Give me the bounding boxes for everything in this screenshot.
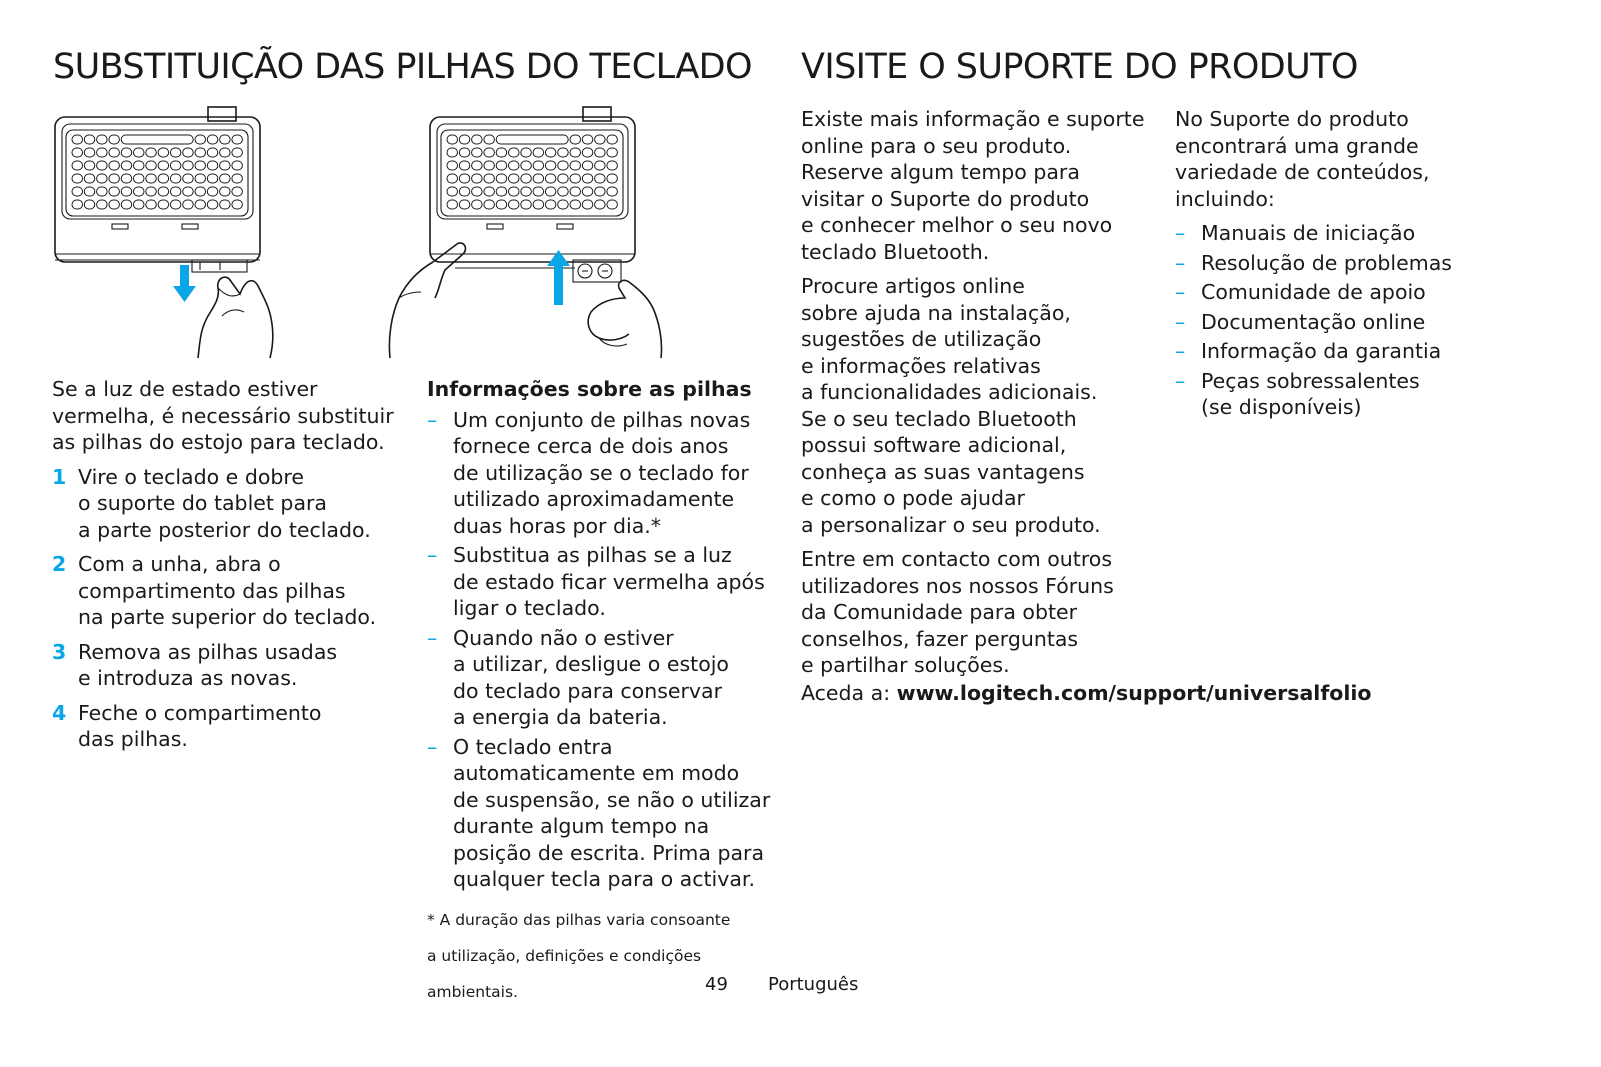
support-paragraph-line: utilizadores nos nossos Fóruns — [801, 573, 1114, 598]
keyboard-key-icon — [84, 174, 95, 183]
visit-label: Aceda a: — [801, 681, 897, 705]
support-item-line: (se disponíveis) — [1201, 395, 1362, 419]
footnote-line: * A duração das pilhas varia consoante — [427, 910, 731, 929]
keyboard-key-icon — [146, 174, 157, 183]
keyboard-key-icon — [447, 135, 458, 144]
keyboard-key-icon — [183, 148, 194, 157]
step-text-line: na parte superior do teclado. — [78, 605, 377, 629]
keyboard-key-icon — [232, 200, 243, 209]
support-paragraph-line: Reserve algum tempo para — [801, 160, 1080, 184]
footnote-line: ambientais. — [427, 982, 518, 1001]
support-paragraph-line: da Comunidade para obter — [801, 600, 1078, 624]
keyboard-key-icon — [570, 161, 581, 170]
intro-line: vermelha, é necessário substituir — [52, 403, 394, 428]
keyboard-key-icon — [170, 187, 181, 196]
keyboard-key-icon — [472, 135, 483, 144]
battery-info-item-line: durante algum tempo na — [453, 814, 710, 838]
support-paragraph-line: sugestões de utilização — [801, 327, 1042, 351]
arrow-up-icon — [547, 250, 570, 305]
dash-bullet: – — [1175, 221, 1186, 245]
dash-bullet: – — [427, 543, 438, 567]
keyboard-key-icon — [607, 161, 618, 170]
keyboard-key-icon — [582, 148, 593, 157]
support-paragraph-line: e partilhar soluções. — [801, 653, 1010, 677]
battery-info-item-line: de estado ficar vermelha após — [453, 569, 765, 594]
support-item — [1175, 220, 1452, 247]
keyboard-key-icon — [84, 148, 95, 157]
keyboard-key-icon — [570, 148, 581, 157]
dash-bullet: – — [1175, 250, 1186, 275]
keyboard-key-icon — [484, 161, 495, 170]
keyboard-key-icon — [109, 148, 120, 157]
step-item — [52, 551, 394, 631]
keyboard-key-icon — [121, 200, 132, 209]
battery-info-item-line: utilizado aproximadamente — [453, 487, 735, 511]
battery-info-item-line: ligar o teclado. — [453, 596, 606, 620]
support-paragraph — [801, 106, 1144, 265]
keyboard-key-icon — [158, 161, 169, 170]
keyboard-key-icon — [459, 200, 470, 209]
keyboard-key-icon — [146, 200, 157, 209]
support-items-list — [1175, 220, 1452, 421]
support-item-line: Peças sobressalentes — [1201, 368, 1420, 393]
keyboard-key-icon — [484, 148, 495, 157]
keyboard-key-icon — [170, 174, 181, 183]
keyboard-key-icon — [121, 187, 132, 196]
support-item — [1175, 338, 1452, 365]
support-url-link[interactable]: www.logitech.com/support/universalfolio — [896, 681, 1372, 705]
intro-paragraph — [52, 376, 394, 456]
keyboard-key-icon — [232, 135, 243, 144]
step-text-line: compartimento das pilhas — [78, 578, 346, 603]
keyboard-key-icon — [183, 187, 194, 196]
keyboard-key-icon — [582, 135, 593, 144]
dash-bullet: – — [427, 625, 438, 650]
step-item — [52, 639, 394, 692]
keyboard-key-icon — [521, 161, 532, 170]
keyboard-key-icon — [195, 187, 206, 196]
keyboard-key-icon — [595, 148, 606, 157]
battery-info-item-line: de suspensão, se não o utilizar — [453, 787, 771, 812]
keyboard-key-icon — [72, 174, 83, 183]
keyboard-key-icon — [558, 148, 569, 157]
keyboard-key-icon — [521, 200, 532, 209]
keyboard-key-icon — [447, 161, 458, 170]
step-text-line: a parte posterior do teclado. — [78, 517, 371, 542]
keyboard-key-icon — [146, 148, 157, 157]
keyboard-key-icon — [496, 200, 507, 209]
keyboard-key-icon — [121, 174, 132, 183]
keyboard-key-icon — [558, 161, 569, 170]
keyboard-key-icon — [134, 148, 145, 157]
intro-line: as pilhas do estojo para teclado. — [52, 430, 385, 454]
keyboard-key-icon — [72, 161, 83, 170]
keyboard-key-icon — [195, 135, 206, 144]
support-paragraph-line: online para o seu produto. — [801, 133, 1072, 158]
keyboard-key-icon — [459, 161, 470, 170]
dash-bullet: – — [1175, 368, 1186, 393]
support-paragraph-line: a personalizar o seu produto. — [801, 512, 1101, 537]
support-intro-line: variedade de conteúdos, — [1175, 160, 1430, 184]
keyboard-key-icon — [220, 148, 231, 157]
keyboard-key-icon — [97, 174, 108, 183]
keyboard-key-icon — [97, 135, 108, 144]
keyboard-key-icon — [533, 174, 544, 183]
keyboard-key-icon — [521, 187, 532, 196]
dash-bullet: – — [1175, 339, 1186, 363]
battery-info-section — [427, 376, 770, 896]
keyboard-key-icon — [509, 200, 520, 209]
keyboard-key-icon — [134, 187, 145, 196]
dash-bullet: – — [1175, 309, 1186, 334]
keyboard-open-battery-icon — [50, 102, 280, 360]
keyboard-key-icon — [496, 148, 507, 157]
keyboard-key-icon — [195, 161, 206, 170]
keyboard-key-icon — [220, 161, 231, 170]
keyboard-key-icon — [472, 187, 483, 196]
keyboard-key-icon — [97, 148, 108, 157]
step-text-line: Vire o teclado e dobre — [78, 464, 304, 489]
support-item-line: Informação da garantia — [1201, 339, 1442, 363]
dash-bullet: – — [1175, 280, 1186, 304]
keyboard-key-icon — [84, 187, 95, 196]
keyboard-key-icon — [595, 161, 606, 170]
battery-info-item-line: O teclado entra — [453, 734, 613, 759]
keyboard-key-icon — [459, 174, 470, 183]
keyboard-key-icon — [220, 135, 231, 144]
keyboard-key-icon — [459, 135, 470, 144]
keyboard-key-icon — [545, 148, 556, 157]
battery-info-item-line: fornece cerca de dois anos — [453, 434, 729, 458]
support-intro — [1175, 106, 1452, 212]
keyboard-key-icon — [109, 135, 120, 144]
keyboard-key-icon — [607, 148, 618, 157]
battery-info-item — [427, 407, 770, 540]
keyboard-key-icon — [558, 174, 569, 183]
keyboard-key-icon — [220, 174, 231, 183]
battery-info-item-line: a utilizar, desligue o estojo — [453, 652, 729, 676]
footnote-line: a utilização, definições e condições — [427, 946, 702, 965]
keyboard-key-icon — [447, 148, 458, 157]
battery-info-item-line: automaticamente em modo — [453, 761, 740, 785]
keyboard-key-icon — [607, 200, 618, 209]
keyboard-key-icon — [558, 187, 569, 196]
keyboard-key-icon — [582, 187, 593, 196]
battery-info-item-line: de utilização se o teclado for — [453, 460, 749, 485]
keyboard-key-icon — [509, 161, 520, 170]
keyboard-key-icon — [570, 200, 581, 209]
keyboard-key-icon — [72, 187, 83, 196]
support-paragraph — [801, 273, 1144, 538]
page-number: 49 — [705, 974, 728, 995]
keyboard-key-icon — [484, 200, 495, 209]
keyboard-key-icon — [607, 187, 618, 196]
keyboard-key-icon — [570, 135, 581, 144]
support-paragraph — [801, 546, 1144, 679]
keyboard-key-icon — [84, 200, 95, 209]
keyboard-key-icon — [72, 148, 83, 157]
keyboard-key-icon — [195, 148, 206, 157]
keyboard-key-icon — [97, 161, 108, 170]
keyboard-key-icon — [607, 174, 618, 183]
keyboard-key-icon — [496, 187, 507, 196]
keyboard-key-icon — [121, 161, 132, 170]
dash-bullet: – — [427, 407, 438, 432]
keyboard-key-icon — [472, 161, 483, 170]
support-paragraph-line: conselhos, fazer perguntas — [801, 626, 1079, 651]
keyboard-key-icon — [595, 135, 606, 144]
support-item — [1175, 309, 1452, 336]
support-paragraph-line: Procure artigos online — [801, 274, 1025, 298]
keyboard-key-icon — [134, 200, 145, 209]
keyboard-key-icon — [121, 148, 132, 157]
support-item-line: Comunidade de apoio — [1201, 280, 1426, 304]
keyboard-key-icon — [582, 174, 593, 183]
support-item — [1175, 368, 1452, 421]
keyboard-key-icon — [183, 174, 194, 183]
keyboard-key-icon — [509, 148, 520, 157]
keyboard-key-icon — [84, 161, 95, 170]
keyboard-key-icon — [158, 148, 169, 157]
keyboard-key-icon — [472, 200, 483, 209]
keyboard-key-icon — [207, 187, 218, 196]
keyboard-key-icon — [484, 135, 495, 144]
keyboard-key-icon — [545, 200, 556, 209]
keyboard-key-icon — [484, 187, 495, 196]
keyboard-key-icon — [533, 187, 544, 196]
keyboard-key-icon — [570, 187, 581, 196]
support-paragraph-line: e conhecer melhor o seu novo — [801, 213, 1113, 237]
keyboard-key-icon — [533, 161, 544, 170]
battery-info-item-line: Substitua as pilhas se a luz — [453, 543, 732, 567]
keyboard-key-icon — [134, 161, 145, 170]
step-text-line: Remova as pilhas usadas — [78, 639, 338, 664]
step-number: 3 — [52, 639, 67, 664]
support-paragraphs — [801, 106, 1144, 687]
keyboard-key-icon — [195, 200, 206, 209]
battery-info-item — [427, 542, 770, 622]
battery-info-item-line: do teclado para conservar — [453, 678, 723, 703]
keyboard-key-icon — [109, 200, 120, 209]
keyboard-key-icon — [207, 161, 218, 170]
battery-info-item-line: Um conjunto de pilhas novas — [453, 407, 751, 432]
keyboard-key-icon — [496, 174, 507, 183]
step-text-line: e introduza as novas. — [78, 666, 298, 690]
step-text-line: das pilhas. — [78, 727, 188, 751]
left-column-text — [52, 376, 394, 761]
keyboard-key-icon — [545, 174, 556, 183]
support-intro-line: No Suporte do produto — [1175, 107, 1409, 131]
keyboard-key-icon — [146, 161, 157, 170]
keyboard-key-icon — [170, 200, 181, 209]
step-text-line: o suporte do tablet para — [78, 491, 327, 515]
keyboard-key-icon — [207, 135, 218, 144]
step-item — [52, 464, 394, 544]
keyboard-key-icon — [484, 174, 495, 183]
keyboard-key-icon — [570, 174, 581, 183]
left-section-title: SUBSTITUIÇÃO DAS PILHAS DO TECLADO — [53, 47, 752, 87]
keyboard-key-icon — [582, 200, 593, 209]
keyboard-long-key-icon — [121, 135, 193, 144]
keyboard-key-icon — [207, 174, 218, 183]
battery-info-item-line: qualquer tecla para o activar. — [453, 867, 755, 891]
keyboard-key-icon — [509, 174, 520, 183]
keyboard-key-icon — [158, 174, 169, 183]
support-paragraph-line: sobre ajuda na instalação, — [801, 300, 1071, 325]
keyboard-key-icon — [109, 187, 120, 196]
keyboard-key-icon — [220, 200, 231, 209]
support-item-line: Manuais de iniciação — [1201, 221, 1416, 245]
step-number: 4 — [52, 700, 67, 725]
dash-bullet: – — [427, 734, 438, 759]
keyboard-key-icon — [595, 187, 606, 196]
keyboard-key-icon — [545, 187, 556, 196]
keyboard-key-icon — [447, 174, 458, 183]
keyboard-key-icon — [134, 174, 145, 183]
keyboard-key-icon — [558, 200, 569, 209]
support-item — [1175, 279, 1452, 306]
keyboard-key-icon — [496, 161, 507, 170]
support-intro-line: incluindo: — [1175, 186, 1275, 211]
steps-list — [52, 464, 394, 753]
keyboard-key-icon — [459, 187, 470, 196]
arrow-down-icon — [173, 265, 196, 302]
footer-language: Português — [768, 974, 859, 995]
keyboard-key-icon — [170, 148, 181, 157]
keyboard-key-icon — [595, 174, 606, 183]
step-item — [52, 700, 394, 753]
step-text-line: Com a unha, abra o — [78, 552, 281, 576]
keyboard-key-icon — [72, 135, 83, 144]
support-paragraph-line: Existe mais informação e suporte — [801, 107, 1145, 131]
keyboard-key-icon — [207, 200, 218, 209]
visit-line — [801, 680, 1371, 707]
battery-footnote — [427, 894, 730, 1018]
keyboard-long-key-icon — [496, 135, 568, 144]
support-paragraph-line: visitar o Suporte do produto — [801, 186, 1090, 211]
keyboard-key-icon — [232, 161, 243, 170]
support-item-line: Resolução de problemas — [1201, 250, 1452, 275]
keyboard-key-icon — [146, 187, 157, 196]
support-paragraph-line: Se o seu teclado Bluetooth — [801, 406, 1077, 431]
keyboard-key-icon — [521, 174, 532, 183]
support-paragraph-line: teclado Bluetooth. — [801, 239, 990, 264]
step-number: 1 — [52, 464, 67, 489]
support-contents — [1175, 106, 1452, 424]
right-section-title: VISITE O SUPORTE DO PRODUTO — [801, 47, 1358, 87]
support-paragraph-line: Entre em contacto com outros — [801, 547, 1113, 571]
keyboard-key-icon — [84, 135, 95, 144]
keyboard-key-icon — [97, 187, 108, 196]
battery-info-item-line: Quando não o estiver — [453, 625, 674, 650]
keyboard-key-icon — [158, 200, 169, 209]
support-paragraph-line: e como o pode ajudar — [801, 486, 1025, 510]
keyboard-key-icon — [533, 200, 544, 209]
keyboard-key-icon — [447, 200, 458, 209]
support-paragraph-line: possui software adicional, — [801, 433, 1067, 457]
keyboard-key-icon — [533, 148, 544, 157]
battery-info-item-line: a energia da bateria. — [453, 705, 668, 729]
keyboard-key-icon — [207, 148, 218, 157]
keyboard-key-icon — [109, 161, 120, 170]
battery-info-item — [427, 734, 770, 893]
keyboard-key-icon — [195, 174, 206, 183]
battery-info-item-line: posição de escrita. Prima para — [453, 840, 765, 865]
keyboard-key-icon — [459, 148, 470, 157]
keyboard-key-icon — [521, 148, 532, 157]
support-intro-line: encontrará uma grande — [1175, 133, 1419, 158]
keyboard-key-icon — [232, 187, 243, 196]
keyboard-key-icon — [472, 174, 483, 183]
keyboard-key-icon — [582, 161, 593, 170]
keyboard-key-icon — [72, 200, 83, 209]
keyboard-key-icon — [472, 148, 483, 157]
keyboard-key-icon — [158, 187, 169, 196]
keyboard-key-icon — [595, 200, 606, 209]
keyboard-key-icon — [232, 148, 243, 157]
keyboard-key-icon — [545, 161, 556, 170]
battery-info-item — [427, 625, 770, 731]
keyboard-key-icon — [232, 174, 243, 183]
keyboard-key-icon — [97, 200, 108, 209]
support-paragraph-line: a funcionalidades adicionais. — [801, 380, 1098, 404]
keyboard-key-icon — [509, 187, 520, 196]
keyboard-key-icon — [170, 161, 181, 170]
support-item-line: Documentação online — [1201, 309, 1426, 334]
intro-line: Se a luz de estado estiver — [52, 377, 318, 401]
support-paragraph-line: conheça as suas vantagens — [801, 459, 1085, 484]
step-text-line: Feche o compartimento — [78, 700, 322, 725]
support-paragraph-line: e informações relativas — [801, 353, 1041, 378]
battery-info-item-line: duas horas por dia.* — [453, 513, 662, 538]
keyboard-key-icon — [220, 187, 231, 196]
support-item — [1175, 250, 1452, 277]
keyboard-key-icon — [183, 161, 194, 170]
battery-info-heading: Informações sobre as pilhas — [427, 377, 752, 401]
keyboard-key-icon — [447, 187, 458, 196]
keyboard-key-icon — [183, 200, 194, 209]
battery-info-list — [427, 407, 770, 893]
keyboard-close-battery-icon — [385, 102, 670, 360]
keyboard-key-icon — [109, 174, 120, 183]
keyboard-key-icon — [607, 135, 618, 144]
step-number: 2 — [52, 552, 67, 576]
